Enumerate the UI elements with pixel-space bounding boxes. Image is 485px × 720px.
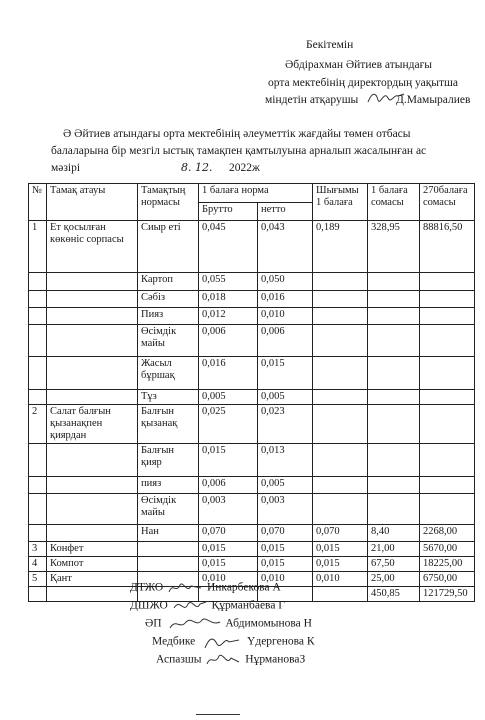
cell-netto: 0,006 — [258, 325, 313, 357]
cell-cost: 0,010 — [313, 572, 368, 587]
date-year: 2022ж — [229, 162, 260, 174]
approval-line-2: Әбдірахман Әйтиев атындағы — [285, 59, 433, 71]
cell-brutto: 0,015 — [199, 444, 258, 477]
cell-brutto: 0,045 — [199, 221, 258, 273]
signature-scribble-1 — [167, 580, 203, 596]
cell-brutto: 0,003 — [199, 494, 258, 525]
cell-sum270: 121729,50 — [420, 587, 475, 602]
cell-ing — [138, 542, 199, 557]
header-norm: Тамақтың нормасы — [138, 184, 199, 221]
document-title — [51, 127, 471, 175]
signature-ap: ӘП Абдимомынова Н — [145, 616, 312, 632]
cell-ing: пияз — [138, 477, 199, 494]
signature-scribble-2 — [172, 598, 208, 614]
cell-brutto: 0,006 — [199, 325, 258, 357]
signature-aspazshy: Аспазшы НұрмановаЗ — [156, 652, 305, 668]
cell-ing: Нан — [138, 525, 199, 542]
signature-scribble-5 — [205, 652, 241, 668]
cell-num: 2 — [29, 405, 47, 444]
page-bottom-line — [196, 714, 240, 715]
cell-cost: 0,015 — [313, 557, 368, 572]
cell-ing: Өсімдік майы — [138, 494, 199, 525]
cell-brutto: 0,070 — [199, 525, 258, 542]
cell-num — [29, 291, 47, 308]
menu-table — [28, 183, 475, 602]
cell-ing: Балғын қызанақ — [138, 405, 199, 444]
header-sum270: 270балаға сомасы — [420, 184, 475, 221]
cell-ing: Картоп — [138, 273, 199, 291]
cell-sum270: 5670,00 — [420, 542, 475, 557]
cell-ing: Балғын қияр — [138, 444, 199, 477]
cell-num — [29, 273, 47, 291]
table-row — [29, 221, 475, 273]
cell-cost — [313, 494, 368, 525]
approval-director-name: Д.Мамыралиев — [396, 94, 471, 106]
cell-cost — [313, 444, 368, 477]
table-row — [29, 291, 475, 308]
cell-num — [29, 525, 47, 542]
cell-ing: Өсімдік майы — [138, 325, 199, 357]
cell-num: 1 — [29, 221, 47, 273]
title-line-3: мәзірі — [51, 162, 81, 174]
signature-dshzho: ДШЖО Құрманбаева Г — [130, 598, 285, 614]
cell-netto: 0,023 — [258, 405, 313, 444]
cell-sum270 — [420, 444, 475, 477]
table-row — [29, 325, 475, 357]
cell-ing: Жасыл бұршақ — [138, 357, 199, 390]
cell-brutto: 0,025 — [199, 405, 258, 444]
header-brutto: Брутто — [199, 202, 258, 221]
cell-cost — [313, 477, 368, 494]
cell-netto: 0,070 — [258, 525, 313, 542]
cell-num: 4 — [29, 557, 47, 572]
cell-sum1: 450,85 — [368, 587, 420, 602]
table-row — [29, 494, 475, 525]
cell-sum270 — [420, 291, 475, 308]
cell-cost — [313, 587, 368, 602]
cell-num — [29, 477, 47, 494]
cell-cost — [313, 390, 368, 405]
cell-brutto: 0,010 — [199, 572, 258, 587]
header-cost: Шығымы 1 балаға — [313, 184, 368, 221]
cell-dish — [47, 477, 138, 494]
header-dish: Тамақ атауы — [47, 184, 138, 221]
cell-num — [29, 444, 47, 477]
table-row — [29, 444, 475, 477]
approval-line-4-prefix: міндетін атқарушы — [265, 94, 359, 106]
cell-num — [29, 390, 47, 405]
table-header-row — [29, 184, 475, 203]
cell-sum1 — [368, 325, 420, 357]
cell-dish — [47, 587, 138, 602]
cell-dish — [47, 291, 138, 308]
cell-dish: Қант — [47, 572, 138, 587]
cell-brutto: 0,015 — [199, 542, 258, 557]
cell-sum270 — [420, 477, 475, 494]
cell-brutto: 0,005 — [199, 390, 258, 405]
cell-dish — [47, 390, 138, 405]
cell-netto: 0,015 — [258, 357, 313, 390]
cell-sum1 — [368, 291, 420, 308]
cell-netto: 0,010 — [258, 308, 313, 325]
cell-sum270 — [420, 308, 475, 325]
cell-brutto: 0,055 — [199, 273, 258, 291]
cell-dish — [47, 444, 138, 477]
header-sum1: 1 балаға сомасы — [368, 184, 420, 221]
cell-sum270: 6750,00 — [420, 572, 475, 587]
cell-sum1: 8,40 — [368, 525, 420, 542]
cell-num — [29, 357, 47, 390]
cell-cost: 0,015 — [313, 542, 368, 557]
table-row — [29, 273, 475, 291]
cell-sum1 — [368, 357, 420, 390]
cell-netto: 0,050 — [258, 273, 313, 291]
table-row — [29, 557, 475, 572]
signature-dtzho: ДТЖО Инкарбекова А — [130, 580, 281, 596]
signature-scribble-3 — [166, 616, 222, 632]
cell-netto: 0,013 — [258, 444, 313, 477]
cell-sum270: 88816,50 — [420, 221, 475, 273]
cell-netto: 0,043 — [258, 221, 313, 273]
date-handwritten: 8. 12. — [181, 161, 213, 174]
title-line-2: балаларына бір мезгіл ыстық тамақпен қамтылуына арналып жасалынған ас — [51, 145, 427, 157]
cell-netto: 0,005 — [258, 477, 313, 494]
cell-cost — [313, 291, 368, 308]
signature-scribble-4 — [199, 634, 243, 650]
cell-cost — [313, 405, 368, 444]
cell-netto: 0,003 — [258, 494, 313, 525]
cell-sum270 — [420, 273, 475, 291]
cell-dish — [47, 357, 138, 390]
title-line-1: Ә Әйтиев атындағы орта мектебінің әлеуметтік жағдайы төмен отбасы — [63, 128, 411, 140]
cell-sum270 — [420, 390, 475, 405]
cell-dish: Конфет — [47, 542, 138, 557]
cell-brutto: 0,018 — [199, 291, 258, 308]
cell-ing: Сиыр еті — [138, 221, 199, 273]
cell-sum1: 21,00 — [368, 542, 420, 557]
header-per-child: 1 балаға норма — [199, 184, 313, 203]
table-row — [29, 390, 475, 405]
cell-netto: 0,015 — [258, 557, 313, 572]
cell-ing: Тұз — [138, 390, 199, 405]
signature-medbike: Медбике Үдергенова К — [152, 634, 315, 650]
cell-sum1 — [368, 444, 420, 477]
cell-sum1: 25,00 — [368, 572, 420, 587]
cell-dish: Салат балғын қызанақпен қиярдан — [47, 405, 138, 444]
cell-sum270: 18225,00 — [420, 557, 475, 572]
cell-netto: 0,015 — [258, 542, 313, 557]
cell-sum270 — [420, 325, 475, 357]
table-row — [29, 477, 475, 494]
cell-netto: 0,005 — [258, 390, 313, 405]
cell-sum1: 67,50 — [368, 557, 420, 572]
cell-num — [29, 325, 47, 357]
table-row — [29, 308, 475, 325]
cell-num — [29, 308, 47, 325]
cell-netto: 0,016 — [258, 291, 313, 308]
cell-ing: Пияз — [138, 308, 199, 325]
table-row — [29, 542, 475, 557]
cell-sum1 — [368, 405, 420, 444]
cell-ing — [138, 557, 199, 572]
cell-brutto: 0,015 — [199, 557, 258, 572]
cell-sum1: 328,95 — [368, 221, 420, 273]
cell-netto: 0,010 — [258, 572, 313, 587]
cell-brutto: 0,012 — [199, 308, 258, 325]
cell-cost: 0,070 — [313, 525, 368, 542]
cell-ing: Сәбіз — [138, 291, 199, 308]
cell-sum1 — [368, 477, 420, 494]
cell-dish — [47, 273, 138, 291]
cell-dish — [47, 494, 138, 525]
cell-cost — [313, 325, 368, 357]
cell-cost — [313, 273, 368, 291]
cell-sum1 — [368, 308, 420, 325]
cell-num — [29, 587, 47, 602]
cell-num — [29, 494, 47, 525]
header-netto: нетто — [258, 202, 313, 221]
header-num: № — [29, 184, 47, 221]
cell-sum1 — [368, 494, 420, 525]
cell-cost: 0,189 — [313, 221, 368, 273]
cell-cost — [313, 357, 368, 390]
cell-cost — [313, 308, 368, 325]
cell-num: 5 — [29, 572, 47, 587]
table-row — [29, 357, 475, 390]
cell-dish — [47, 325, 138, 357]
cell-sum270: 2268,00 — [420, 525, 475, 542]
cell-sum270 — [420, 357, 475, 390]
cell-dish: Компот — [47, 557, 138, 572]
cell-sum1 — [368, 390, 420, 405]
approval-line-3: орта мектебінің директордың уақытша — [268, 77, 458, 89]
table-row — [29, 405, 475, 444]
cell-dish: Ет қосылған көкөніс сорпасы — [47, 221, 138, 273]
cell-sum1 — [368, 273, 420, 291]
cell-sum270 — [420, 405, 475, 444]
cell-brutto: 0,006 — [199, 477, 258, 494]
cell-num: 3 — [29, 542, 47, 557]
cell-brutto: 0,016 — [199, 357, 258, 390]
table-row — [29, 525, 475, 542]
cell-sum270 — [420, 494, 475, 525]
approval-line-1: Бекітемін — [306, 39, 354, 51]
cell-dish — [47, 308, 138, 325]
cell-dish — [47, 525, 138, 542]
